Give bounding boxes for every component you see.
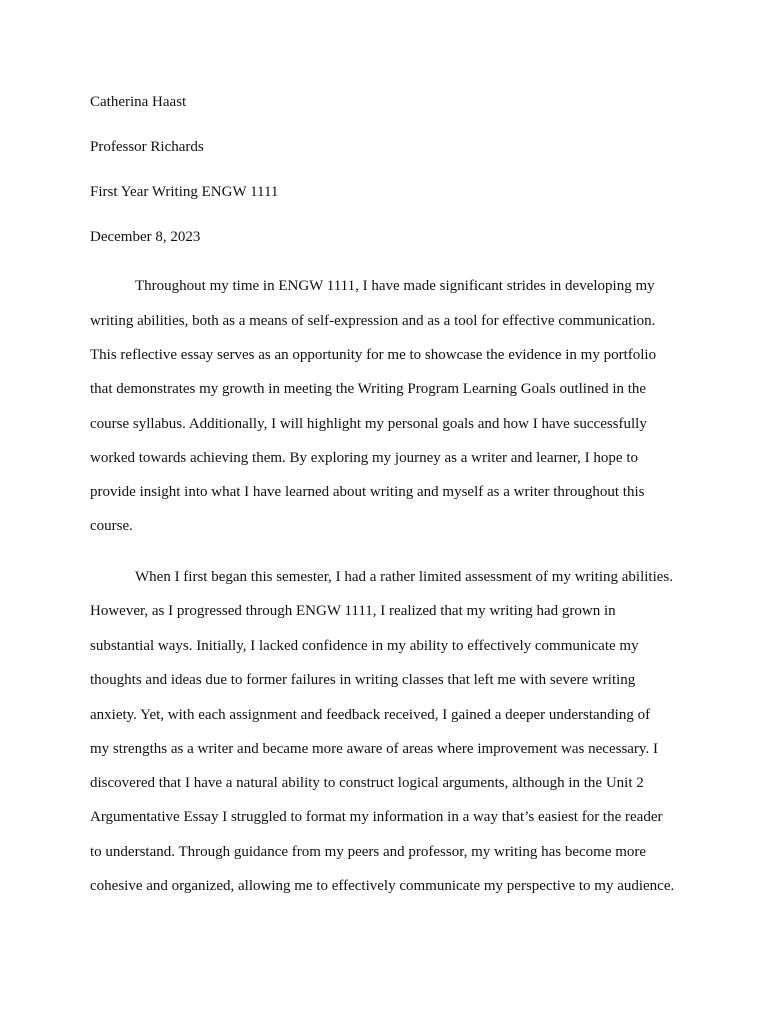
paragraph-line: my strengths as a writer and became more aware of areas where improvement was necessary. I: [90, 741, 658, 757]
paragraph-line: that demonstrates my growth in meeting the Writing Program Learning Goals outlined in the: [90, 381, 647, 397]
paragraph-line: anxiety. Yet, with each assignment and feedback received, I gained a deeper understanding of: [90, 707, 651, 723]
professor-name: Professor Richards: [90, 139, 204, 155]
paragraph-line: thoughts and ideas due to former failures in writing classes that left me with severe writing: [90, 672, 636, 688]
paragraph-line: worked towards achieving them. By exploring my journey as a writer and learner, I hope to: [90, 450, 638, 466]
paragraph-line: cohesive and organized, allowing me to effectively communicate my perspective to my audience.: [90, 878, 675, 894]
paragraph-line: writing abilities, both as a means of self-expression and as a tool for effective communication.: [90, 313, 656, 329]
paragraph-line: course syllabus. Additionally, I will highlight my personal goals and how I have successfully: [90, 416, 647, 432]
essay-date: December 8, 2023: [90, 229, 201, 245]
paragraph-line: Argumentative Essay I struggled to format my information in a way that’s easiest for the reader: [90, 809, 663, 825]
paragraph-line: to understand. Through guidance from my peers and professor, my writing has become more: [90, 844, 647, 860]
paragraph-line: course.: [90, 518, 133, 534]
paragraph-line: substantial ways. Initially, I lacked confidence in my ability to effectively communicate my: [90, 638, 639, 654]
paragraph-line: discovered that I have a natural ability to construct logical arguments, although in the Unit 2: [90, 775, 644, 791]
paragraph-line: provide insight into what I have learned about writing and myself as a writer throughout this: [90, 484, 645, 500]
paragraph-line: However, as I progressed through ENGW 1111, I realized that my writing had grown in: [90, 603, 616, 619]
paragraph-line: When I first began this semester, I had a rather limited assessment of my writing abilities.: [135, 569, 674, 585]
course-title: First Year Writing ENGW 1111: [90, 184, 279, 200]
paragraph-line: This reflective essay serves as an opportunity for me to showcase the evidence in my portfolio: [90, 347, 657, 363]
paragraph-line: Throughout my time in ENGW 1111, I have made significant strides in developing my: [135, 278, 655, 294]
author-name: Catherina Haast: [90, 94, 187, 110]
